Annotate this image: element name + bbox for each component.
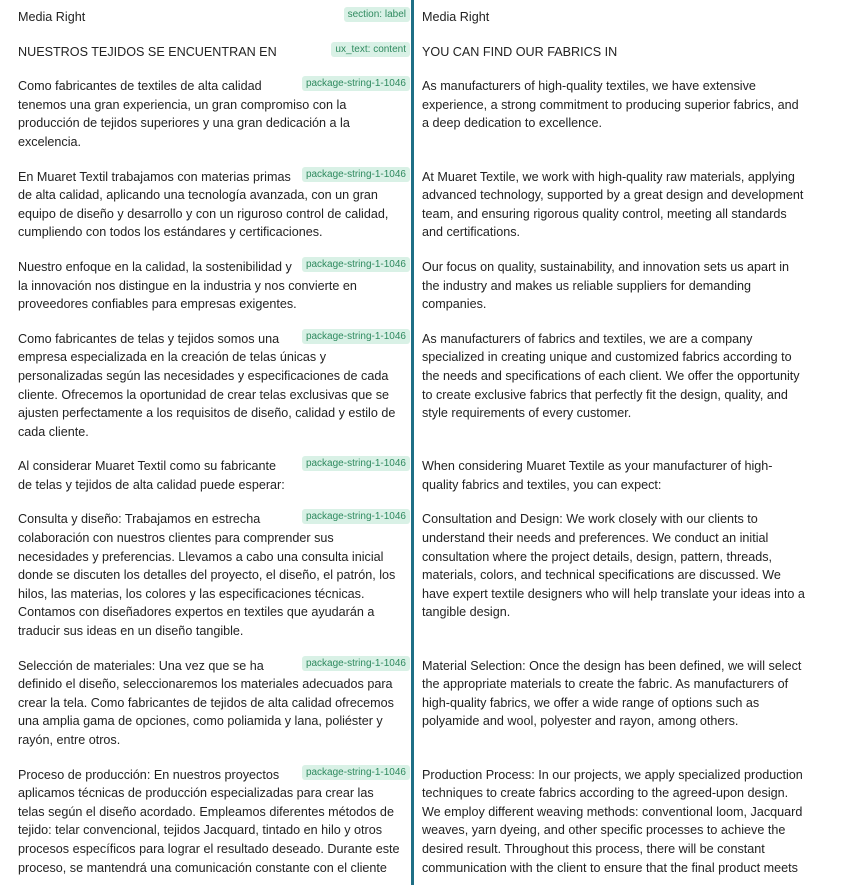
source-cell[interactable] xyxy=(0,649,410,758)
translation-row xyxy=(0,0,850,35)
string-key-tag: ux_text: content xyxy=(331,42,410,57)
target-cell[interactable] xyxy=(414,322,842,450)
translation-row xyxy=(0,322,850,450)
target-cell[interactable] xyxy=(414,0,842,35)
translation-row xyxy=(0,69,850,159)
target-text: As manufacturers of fabrics and textiles, we are a company specialized in creating unique and customized fabrics according to the needs and specifications of each client. We offer the opportunity to create exclusive fabrics that perfectly fit the design, quality, and style requirements of every customer. xyxy=(422,331,800,421)
source-cell[interactable] xyxy=(0,502,410,648)
source-cell[interactable] xyxy=(0,449,410,502)
target-cell[interactable] xyxy=(414,35,842,70)
string-key-tag: package-string-1-1046 xyxy=(302,656,410,671)
target-text: Consultation and Design: We work closely with our clients to understand their needs and preferences. We conduct an initial consultation where the project details, design, pattern, threads, materials, colors, and technical specifications are discussed. We have expert textile designers who will help translate your ideas into a tangible design. xyxy=(422,512,805,620)
source-text: Al considerar Muaret Textil como su fabricante de telas y tejidos de alta calidad puede esperar: xyxy=(18,459,285,492)
translation-row xyxy=(0,649,850,758)
target-cell[interactable] xyxy=(414,449,842,502)
source-text: En Muaret Textil trabajamos con materias primas de alta calidad, aplicando una tecnología avanzada, con un gran equipo de diseño y desarrollo y con un riguroso control de calidad, cumpliendo con todos los estándares y certificaciones. xyxy=(18,169,389,240)
target-cell[interactable] xyxy=(414,250,842,322)
source-text: Como fabricantes de telas y tejidos somos una empresa especializada en la creación de telas únicas y personalizadas según las necesidades y especificaciones de cada cliente. Ofrecemos la oportunidad de crear telas exclusivas que se ajusten perfectamente a los requisitos de diseño, calidad y estilo de cada cliente. xyxy=(18,331,396,439)
target-text: Our focus on quality, sustainability, and innovation sets us apart in the industry and makes us reliable suppliers for demanding companies. xyxy=(422,259,790,312)
target-text: Media Right xyxy=(422,10,490,24)
source-text: Selección de materiales: Una vez que se ha definido el diseño, seleccionaremos los materiales adecuados para crear la tela. Como fabricantes de tejidos de alta calidad ofrecemos una amplia gama de opciones, como poliamida y lana, poliéster y rayón, entre otros. xyxy=(18,658,394,747)
string-key-tag: package-string-1-1046 xyxy=(302,167,410,182)
source-text: NUESTROS TEJIDOS SE ENCUENTRAN EN xyxy=(18,44,277,59)
source-cell[interactable] xyxy=(0,35,410,70)
target-text: At Muaret Textile, we work with high-quality raw materials, applying advanced technology, supported by a great design and development team, and ensuring rigorous quality control, meeting all standards and certifications. xyxy=(422,169,804,240)
target-text: Material Selection: Once the design has been defined, we will select the appropriate materials to create the fabric. As manufacturers of high-quality fabrics, we offer a wide range of options such as polyamide and wool, polyester and rayon, among others. xyxy=(422,658,802,729)
source-text: Nuestro enfoque en la calidad, la sostenibilidad y la innovación nos distingue en la industria y nos convierte en proveedores confiables para empresas exigentes. xyxy=(18,259,357,312)
string-key-tag: package-string-1-1046 xyxy=(302,509,410,524)
target-cell[interactable] xyxy=(414,69,842,159)
target-text: Production Process: In our projects, we apply specialized production techniques to create fabrics according to the agreed-upon design. We employ different weaving methods: conventional loom, Jacquard weaves, yarn dyeing, and other specific processes to achieve the desired result. Throughout this process, there will be constant communication with the client to ensure that the final product meets xyxy=(422,767,803,875)
source-cell[interactable] xyxy=(0,250,410,322)
target-text: YOU CAN FIND OUR FABRICS IN xyxy=(422,44,618,59)
source-cell[interactable] xyxy=(0,0,410,35)
translation-row xyxy=(0,502,850,648)
target-text: As manufacturers of high-quality textiles, we have extensive experience, a strong commitment to producing superior fabrics, and a deep dedication to excellence. xyxy=(422,79,799,131)
target-text: When considering Muaret Textile as your manufacturer of high- quality fabrics and textiles, you can expect: xyxy=(422,459,773,492)
translation-row xyxy=(0,160,850,250)
source-text: Consulta y diseño: Trabajamos en estrecha colaboración con nuestros clientes para comprender sus necesidades y preferencias. Llevamos a cabo una consulta inicial donde se discuten los detalles del proyecto, el diseño, el patrón, los hilos, las materias, los colores y las especificaciones técnicas. Contamos con diseñadores expertos en textiles que ayudarán a traducir sus ideas en un diseño tangible. xyxy=(18,512,396,639)
translation-row xyxy=(0,250,850,322)
target-cell[interactable] xyxy=(414,649,842,758)
source-text: Media Right xyxy=(18,10,86,24)
translation-row xyxy=(0,758,850,885)
source-text: Como fabricantes de textiles de alta calidad tenemos una gran experiencia, un gran compromiso con la producción de tejidos superiores y una gran dedicación a la excelencia. xyxy=(18,79,350,149)
translation-row xyxy=(0,35,850,70)
target-cell[interactable] xyxy=(414,502,842,648)
source-text: Proceso de producción: En nuestros proyectos aplicamos técnicas de producción especializadas para crear las telas según el diseño acordado. Empleamos diferentes métodos de tejido: telar convencional, tejidos Jacquard, tintado en hilo y otros procesos específicos para lograr el resultado deseado. Durante este proceso, se mantendrá una comunicación constante con el cliente xyxy=(18,767,400,875)
source-cell[interactable] xyxy=(0,758,410,885)
translation-row xyxy=(0,449,850,502)
string-key-tag: package-string-1-1046 xyxy=(302,257,410,272)
target-cell[interactable] xyxy=(414,160,842,250)
string-key-tag: package-string-1-1046 xyxy=(302,456,410,471)
string-key-tag: package-string-1-1046 xyxy=(302,76,410,91)
source-cell[interactable] xyxy=(0,160,410,250)
string-key-tag: package-string-1-1046 xyxy=(302,329,410,344)
string-key-tag: section: label xyxy=(344,7,410,22)
string-key-tag: package-string-1-1046 xyxy=(302,765,410,780)
target-cell[interactable] xyxy=(414,758,842,885)
source-cell[interactable] xyxy=(0,69,410,159)
source-cell[interactable] xyxy=(0,322,410,450)
